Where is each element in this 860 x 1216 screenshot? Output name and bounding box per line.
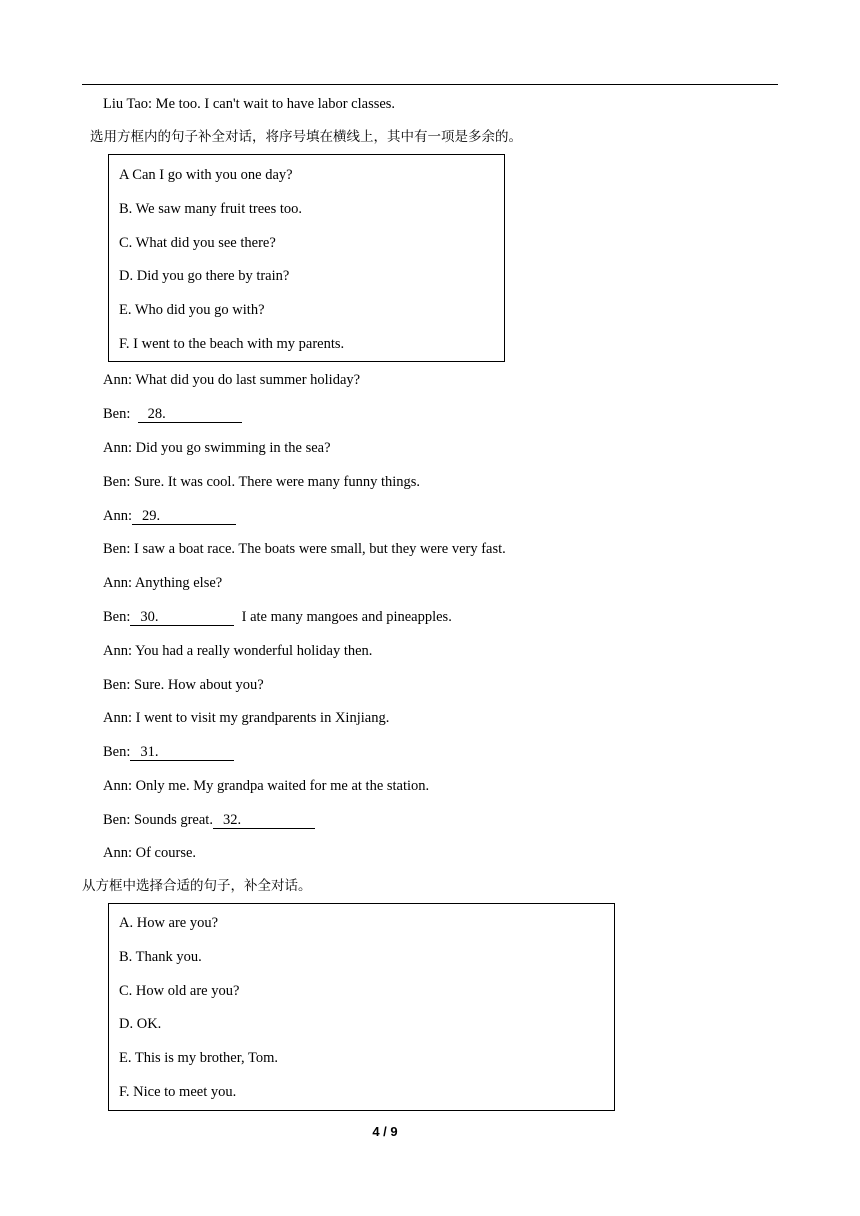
speaker: Ben: bbox=[103, 609, 131, 625]
dialogue-line: Ann: Only me. My grandpa waited for me at the station. bbox=[103, 778, 430, 794]
previous-dialogue-line: Liu Tao: Me too. I can't wait to have labor classes. bbox=[103, 96, 396, 112]
answer-blank-30[interactable]: 30. bbox=[130, 609, 234, 626]
option-a: A Can I go with you one day? bbox=[119, 167, 293, 183]
speaker: Ann: bbox=[103, 508, 132, 524]
answer-blank-31[interactable]: 31. bbox=[130, 744, 234, 761]
option-a: A. How are you? bbox=[119, 915, 219, 931]
option-f: F. Nice to meet you. bbox=[119, 1084, 237, 1100]
option-b: B. Thank you. bbox=[119, 949, 202, 965]
page-number: 4 / 9 bbox=[372, 1124, 398, 1139]
section2-instruction: 从方框中选择合适的句子，补全对话。 bbox=[82, 878, 312, 894]
header-rule bbox=[82, 84, 778, 85]
dialogue-line: Ann: Did you go swimming in the sea? bbox=[103, 440, 331, 456]
speaker: Ben: bbox=[103, 744, 131, 760]
dialogue-line: Ann: Anything else? bbox=[103, 575, 223, 591]
option-c: C. What did you see there? bbox=[119, 235, 276, 251]
option-e: E. Who did you go with? bbox=[119, 302, 265, 318]
answer-blank-32[interactable]: 32. bbox=[213, 812, 315, 829]
answer-blank-28[interactable]: 28. bbox=[138, 406, 242, 423]
option-d: D. Did you go there by train? bbox=[119, 268, 290, 284]
option-f: F. I went to the beach with my parents. bbox=[119, 336, 345, 352]
dialogue-line-blank-32 bbox=[103, 811, 315, 829]
dialogue-line-blank-29 bbox=[103, 507, 236, 525]
dialogue-line: Ben: Sure. It was cool. There were many funny things. bbox=[103, 474, 421, 490]
dialogue-line-blank-28 bbox=[103, 405, 242, 423]
dialogue-line: Ann: You had a really wonderful holiday then. bbox=[103, 643, 373, 659]
dialogue-continuation: I ate many mangoes and pineapples. bbox=[234, 609, 452, 625]
speaker: Ben: bbox=[103, 406, 138, 422]
answer-blank-29[interactable]: 29. bbox=[132, 508, 236, 525]
dialogue-line: Ann: I went to visit my grandparents in Xinjiang. bbox=[103, 710, 390, 726]
option-e: E. This is my brother, Tom. bbox=[119, 1050, 278, 1066]
option-d: D. OK. bbox=[119, 1016, 162, 1032]
section2-options-box bbox=[108, 903, 615, 1111]
dialogue-line: Ann: What did you do last summer holiday? bbox=[103, 372, 361, 388]
speaker: Ben: Sounds great. bbox=[103, 812, 213, 828]
section1-options-box bbox=[108, 154, 505, 362]
dialogue-line-blank-31 bbox=[103, 743, 234, 761]
dialogue-line: Ben: Sure. How about you? bbox=[103, 677, 264, 693]
dialogue-line: Ben: I saw a boat race. The boats were small, but they were very fast. bbox=[103, 541, 506, 557]
section1-instruction: 选用方框内的句子补全对话，将序号填在横线上，其中有一项是多余的。 bbox=[90, 129, 522, 145]
dialogue-line: Ann: Of course. bbox=[103, 845, 197, 861]
option-b: B. We saw many fruit trees too. bbox=[119, 201, 302, 217]
option-c: C. How old are you? bbox=[119, 983, 240, 999]
dialogue-line-blank-30 bbox=[103, 608, 452, 626]
